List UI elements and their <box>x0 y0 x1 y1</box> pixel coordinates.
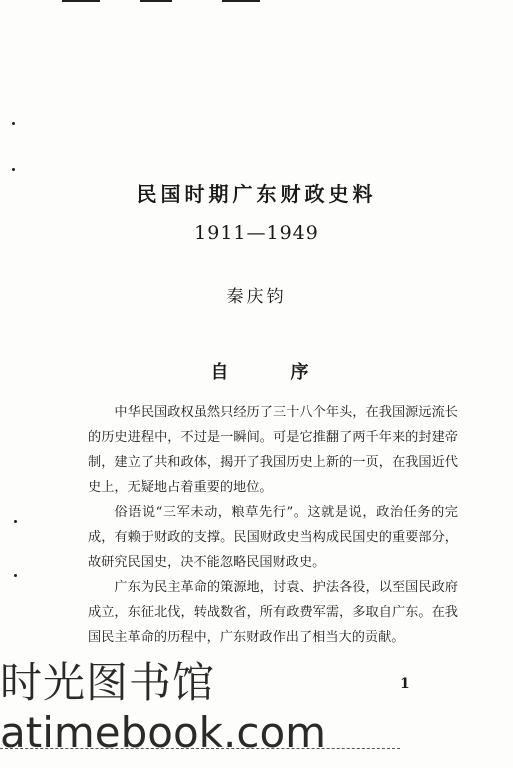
year-range: 1911—1949 <box>194 222 319 244</box>
paragraph: 广东为民主革命的策源地，讨袁、护法各役，以至国民政府成立，东征北伐，转战数省，所有政费军需，多取自广东。在我国民主革命的历程中，广东财政作出了相当大的贡献。 <box>88 580 458 645</box>
watermark-chinese: 时光图书馆 <box>0 658 216 707</box>
page-number: 1 <box>400 676 410 692</box>
paragraph: 中华民国政权虽然只经历了三十八个年头，在我国源远流长的历史进程中，不过是一瞬间。可是它推翻了两千年来的封建帝制，建立了共和政体，揭开了我国历史上新的一页，在我国近代史上，无疑地占着重要的地位。 <box>88 405 458 495</box>
book-title: 民国时期广东财政史料 <box>136 182 377 206</box>
scan-margin-dot <box>14 574 17 577</box>
scan-margin-dot <box>12 122 15 125</box>
bottom-dashed-rule <box>0 748 400 749</box>
author-name: 秦庆钧 <box>226 287 287 307</box>
scan-margin-dot <box>14 520 17 523</box>
paragraph: 俗语说“三军未动，粮草先行”。这就是说，政治任务的完成，有赖于财政的支撑。民国财政史当构成民国史的重要部分，故研究民国史，决不能忽略民国财政史。 <box>88 505 458 570</box>
preface-body <box>88 400 458 650</box>
section-heading: 自 序 <box>210 362 331 383</box>
scan-top-marks <box>0 0 513 8</box>
watermark-url: atimebook.com <box>0 708 327 757</box>
scan-margin-dot <box>12 168 15 171</box>
